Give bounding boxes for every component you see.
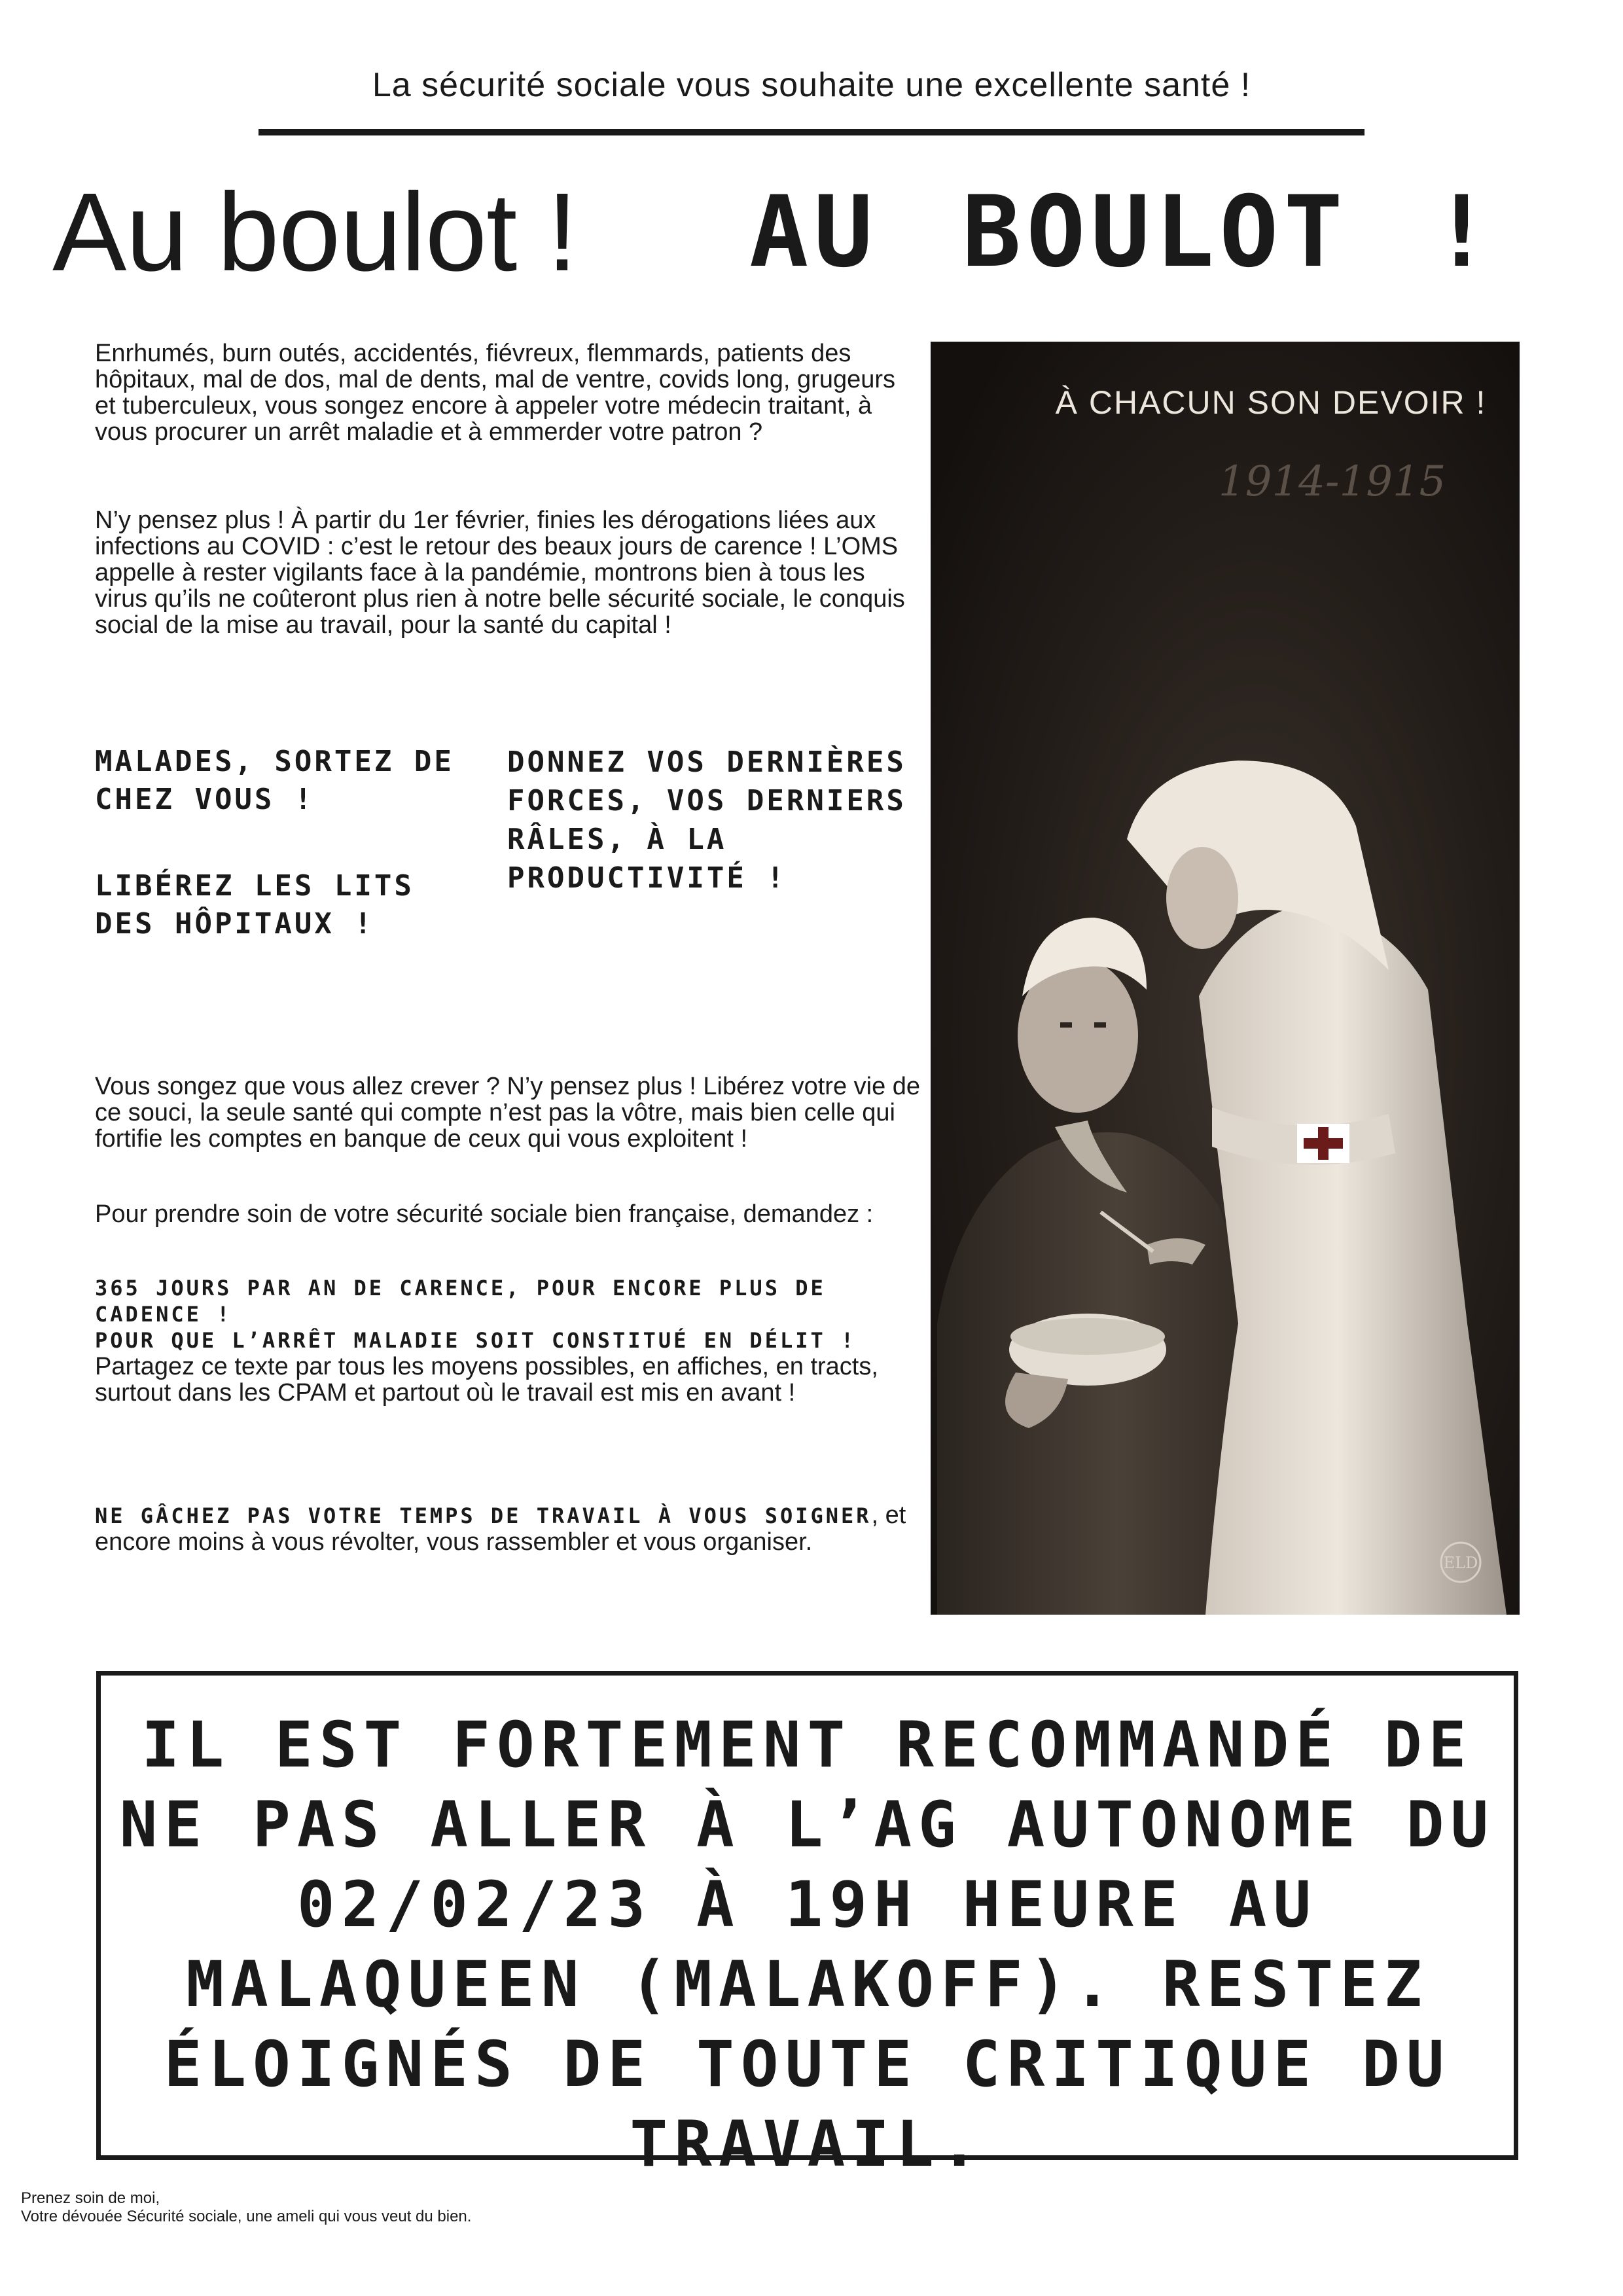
red-cross-horizontal	[1304, 1138, 1343, 1149]
closing-rest: , et encore moins à vous révolter, vous rassembler et vous organiser.	[95, 1501, 906, 1556]
header-tagline: La sécurité sociale vous souhaite une excellente santé !	[372, 66, 1251, 104]
demands-block	[95, 1275, 913, 1406]
partagez-paragraph: Partagez ce texte par tous les moyens possibles, en affiches, en tracts, surtout dans les CPAM et partout où le travail est mis en avant !	[95, 1353, 878, 1407]
soldier-eye-left	[1060, 1022, 1072, 1028]
demand-delit: POUR QUE L’ARRÊT MALADIE SOIT CONSTITUÉ EN DÉLIT !	[95, 1328, 857, 1353]
signature-line-1: Prenez soin de moi,	[21, 2189, 160, 2207]
slogan-liberez: LIBÉREZ LES LITS DES HÔPITAUX !	[95, 869, 414, 941]
broth-bowl-rim	[1010, 1318, 1165, 1355]
demand-carence: 365 JOURS PAR AN DE CARENCE, POUR ENCORE PLUS DE CADENCE !	[95, 1276, 826, 1327]
closing-lead: NE GÂCHEZ PAS VOTRE TEMPS DE TRAVAIL À VOUS SOIGNER	[95, 1503, 872, 1528]
title-light: Au boulot !	[52, 170, 577, 295]
postcard-handwriting: 1914-1915	[1219, 457, 1446, 506]
vintage-postcard-photo	[931, 342, 1520, 1615]
nurse-face	[1166, 847, 1238, 949]
title-heavy: AU BOULOT !	[749, 175, 1497, 289]
callout-text: IL EST FORTEMENT RECOMMANDÉ DE NE PAS ALLER À L’AG AUTONOME DU 02/02/23 À 19H HEURE AU MALAQUEEN (MALAKOFF). RESTEZ ÉLOIGNÉS DE TOUTE CRITIQUE DU TRAVAIL.	[119, 1708, 1495, 2181]
crever-paragraph: Vous songez que vous allez crever ? N’y pensez plus ! Libérez votre vie de ce souci, la seule santé qui compte n’est pas la vôtre, mais bien celle qui fortifie les comptes en banque de ceux qui vous exploitent !	[95, 1073, 921, 1153]
demandez-paragraph: Pour prendre soin de votre sécurité sociale bien française, demandez :	[95, 1200, 874, 1228]
soldier-eye-right	[1094, 1022, 1106, 1028]
postcard-illustration	[931, 342, 1520, 1615]
header-rule	[259, 129, 1364, 135]
postcard-caption: À CHACUN SON DEVOIR !	[1055, 384, 1487, 421]
signature-line-2: Votre dévouée Sécurité sociale, une ameli qui vous veut du bien.	[21, 2208, 472, 2225]
covid-paragraph: N’y pensez plus ! À partir du 1er février, finies les dérogations liées aux infections au COVID : c’est le retour des beaux jours de carence ! L’OMS appelle à rester vigilants face à la pandémie, montrons bien à tous les virus qu’ils ne coûteront plus rien à notre belle sécurité sociale, le conquis social de la mise au travail, pour la santé du capital !	[95, 507, 905, 639]
slogan-donnez: DONNEZ VOS DERNIÈRES FORCES, VOS DERNIERS RÂLES, À LA PRODUCTIVITÉ !	[507, 745, 906, 895]
signature	[21, 2189, 471, 2226]
slogan-sortez: MALADES, SORTEZ DE CHEZ VOUS !	[95, 745, 454, 816]
callout-box	[96, 1671, 1518, 2181]
closing-paragraph	[95, 1502, 913, 1555]
intro-paragraph: Enrhumés, burn outés, accidentés, fiévreux, flemmards, patients des hôpitaux, mal de dos, mal de dents, mal de ventre, covids long, grugeurs et tuberculeux, vous songez encore à appeler votre médecin traitant, à vous procurer un arrêt maladie et à emmerder votre patron ?	[95, 340, 896, 446]
postcard-monogram: ELD	[1443, 1554, 1478, 1572]
